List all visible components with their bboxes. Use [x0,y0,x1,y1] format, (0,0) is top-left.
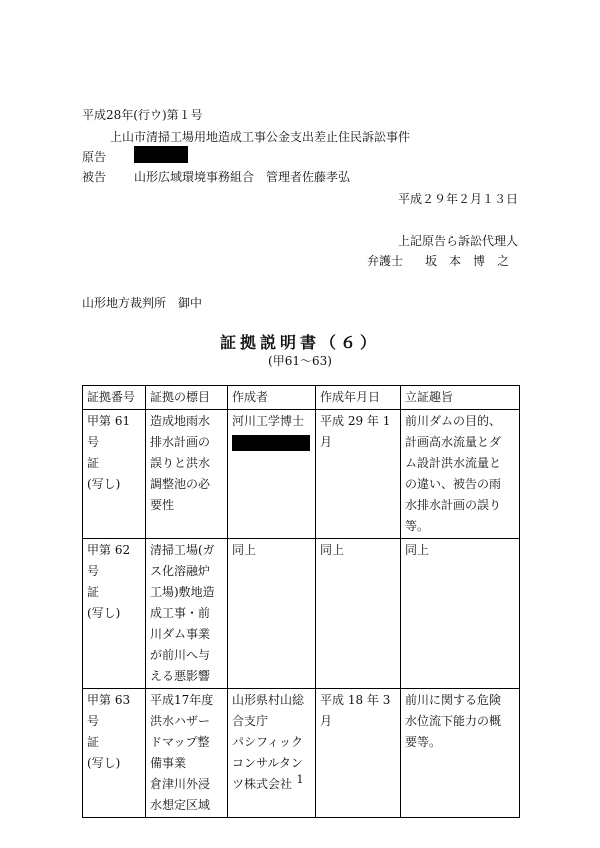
attorney-name: 坂 本 博 之 [425,254,510,268]
case-name: 上山市清掃工場用地造成工事公金支出差止住民訴訟事件 [110,130,411,144]
table-row [83,539,520,689]
document-title: 証拠説明書（６） [219,333,380,352]
document-date: 平成２９年２月１３日 [397,192,518,206]
defendant-name: 山形広域環境事務組合 管理者佐藤孝弘 [134,170,351,184]
table-row [83,689,520,818]
cell-date: 平成 29 年 1 月 [316,410,401,539]
court-addressee: 山形地方裁判所 御中 [82,296,203,310]
header-date: 作成年月日 [316,386,401,410]
plaintiff-redaction [134,146,188,163]
cell-number: 甲第 63 号 証 (写し) [83,689,146,818]
evidence-table [82,385,520,818]
cell-item: 造成地雨水 排水計画の 誤りと洪水 調整池の必 要性 [146,410,228,539]
cell-author-text: 河川工学博士 [232,414,305,428]
cell-purpose: 前川ダムの目的、 計画高水流量とダ ム設計洪水流量と の違い、被告の雨 水排水計画の誤り 等。 [401,410,520,539]
cell-number: 甲第 62 号 証 (写し) [83,539,146,689]
author-redaction [232,435,310,451]
header-purpose: 立証趣旨 [401,386,520,410]
table-header-row [83,386,520,410]
cell-author [228,410,316,539]
cell-number: 甲第 61 号 証 (写し) [83,410,146,539]
cell-item: 平成17年度 洪水ハザー ドマップ整 備事業 倉津川外浸 水想定区域 [146,689,228,818]
case-number: 平成28年(行ウ)第１号 [82,108,203,122]
plaintiff-label: 原告 [82,150,107,164]
header-author: 作成者 [228,386,316,410]
header-evidence-number: 証拠番号 [83,386,146,410]
cell-date: 同上 [316,539,401,689]
attorney-role: 上記原告ら訴訟代理人 [397,234,518,248]
defendant-label: 被告 [82,170,107,184]
exhibit-range: (甲61～63) [268,354,332,368]
table-row [83,410,520,539]
cell-author: 同上 [228,539,316,689]
cell-date: 平成 18 年 3 月 [316,689,401,818]
attorney-title: 弁護士 [367,254,404,268]
cell-purpose: 同上 [401,539,520,689]
cell-item: 清掃工場(ガ ス化溶融炉 工場)敷地造 成工事・前 川ダム事業 が前川へ与 える悪影響 [146,539,228,689]
cell-purpose: 前川に関する危険 水位流下能力の概 要等。 [401,689,520,818]
cell-author: 山形県村山総 合支庁 パシフィック コンサルタン ツ株式会社 [228,689,316,818]
header-evidence-item: 証拠の標目 [146,386,228,410]
page-number: 1 [296,773,304,786]
